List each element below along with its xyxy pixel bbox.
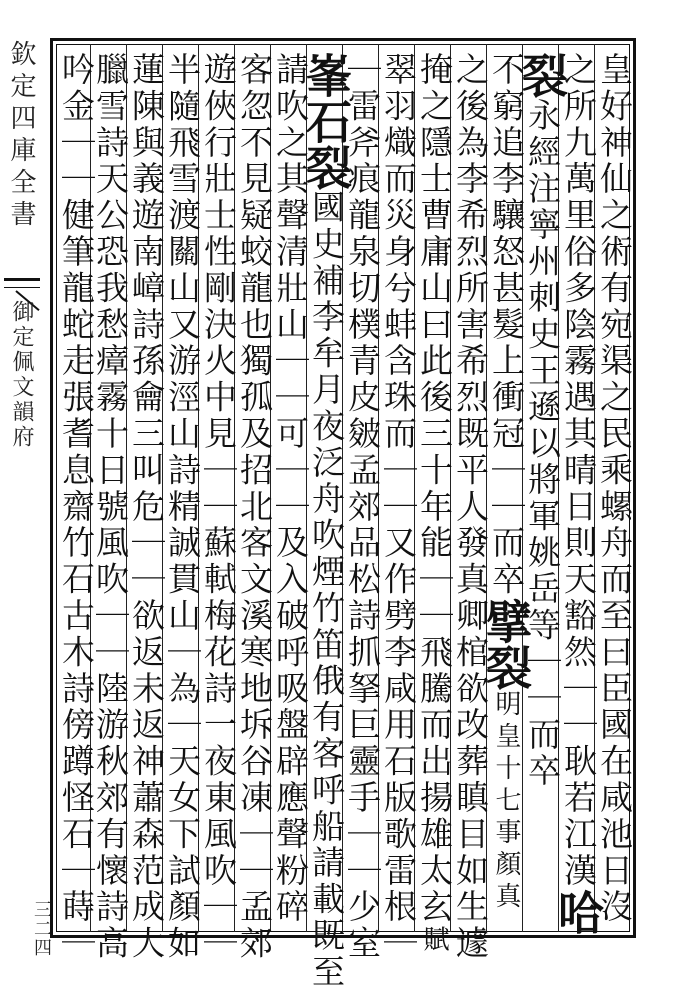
- column-text: 皇好神仙之術有宛渠之民乘螺舟而至曰臣國在咸池日沒: [595, 52, 634, 926]
- column-text: 掩之隱士曹庸山曰此後三十年能｜｜飛騰而出揚雄太玄: [415, 52, 454, 926]
- text-column: [54, 52, 98, 962]
- headword: 裂: [515, 52, 569, 98]
- column-text: 之後為李希烈所害希烈既平人發真卿棺欲改葬瞋目如生遽: [451, 52, 490, 962]
- column-text: 翠羽熾而災身兮蚌含珠而｜｜又作劈李咸用石版歌雷根｜: [379, 52, 418, 962]
- column-text: ｜雷斧痕龍泉切樸青皮皴孟郊品松詩抓拏巨靈手｜｜少室: [343, 52, 382, 962]
- column-text: 不窮追李驤怒甚髮上衝冠｜｜而卒: [487, 52, 526, 598]
- column-note: 明皇十七事顏真: [491, 690, 521, 914]
- column-text: 國史補李牟月夜泛舟吹煙竹笛俄有客呼船請載既至: [307, 190, 346, 991]
- column-text: 吟金｜｜健筆龍蛇走張耆息齋竹石古木詩傍蹲怪石｜蒔｜: [57, 52, 96, 962]
- column-text: 臘雪詩天公恐我愁瘴霧十日號風吹｜｜陸游秋郊有懷詩高: [91, 52, 130, 962]
- margin-book-title: 欽定四庫全書: [6, 40, 36, 232]
- column-text: 半隨飛雪渡關山又游涇山詩精誠貫山｜為｜天女下試顏如: [163, 52, 202, 962]
- column-text: 遊俠行壯士性剛決火中見｜｜蘇軾梅花詩一夜東風吹｜｜: [199, 52, 238, 962]
- column-text: 永經注寧州刺史王遜以將軍姚岳等: [523, 98, 562, 644]
- margin-divider: [4, 278, 40, 288]
- column-text: 之所九萬里俗多陰霧遇其晴日則天豁然｜｜耿若江漢: [559, 52, 598, 890]
- column-text: 客忽不見疑蛟龍也獨孤及招北客文溪寒地坼谷凍｜｜孟郊: [235, 52, 274, 962]
- column-text: 蓮陳與義遊南嶂詩孫龠三叫危｜｜欲返未返神蕭森范成大: [127, 52, 166, 962]
- headword: 峯石裂: [299, 52, 353, 190]
- column-note: 賦: [419, 925, 449, 958]
- headword: 擘裂: [479, 598, 533, 690]
- column-text-2: ｜｜而卒: [523, 644, 562, 790]
- margin-volume-title: 御定佩文韻府: [9, 300, 34, 450]
- page-number: 三二四: [31, 900, 52, 957]
- headword: 哈: [551, 889, 605, 936]
- column-text: 請吹之其聲清壯山｜｜可｜｜及入破呼吸盤辟應聲粉碎: [271, 52, 310, 926]
